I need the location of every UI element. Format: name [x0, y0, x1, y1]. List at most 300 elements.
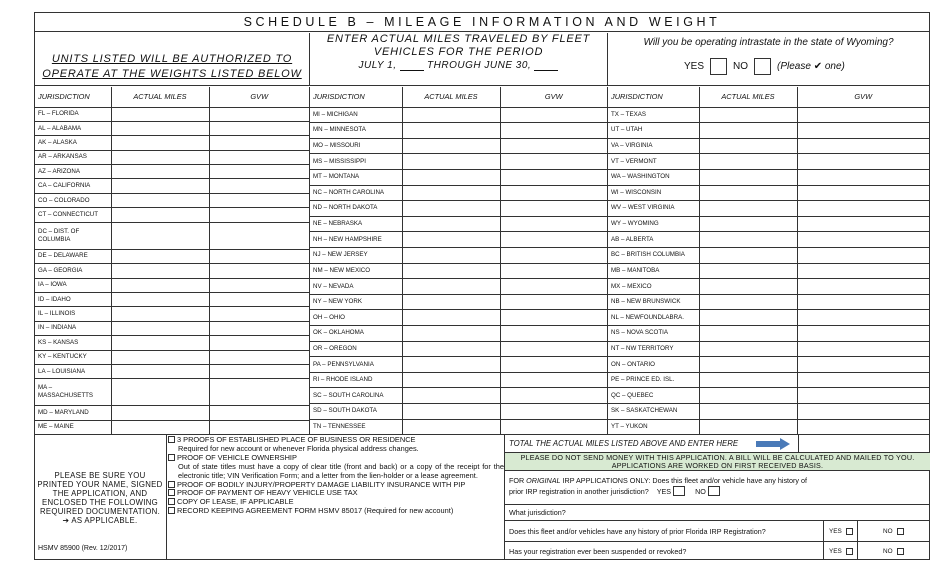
gvw-field[interactable]: [209, 336, 309, 350]
proof-business-label: 3 PROOFS OF ESTABLISHED PLACE OF BUSINESS OR RESIDENCE: [177, 435, 416, 444]
jurisdiction-name: IN – INDIANA: [35, 321, 111, 335]
gvw-field[interactable]: [209, 179, 309, 193]
jurisdiction-name: DC – DIST. OF COLUMBIA: [35, 222, 111, 249]
actual-miles-field[interactable]: [699, 326, 797, 342]
actual-miles-field[interactable]: [402, 169, 500, 185]
actual-miles-field[interactable]: [111, 208, 209, 222]
form-title: SCHEDULE B – MILEAGE INFORMATION AND WEIGHT: [35, 13, 929, 32]
jurisdiction-row: [608, 294, 929, 310]
history-yes-checkbox[interactable]: [846, 528, 853, 535]
actual-miles-field[interactable]: [402, 388, 500, 404]
suspended-yes-checkbox[interactable]: [846, 548, 853, 555]
units-line2: OPERATE AT THE WEIGHTS LISTED BELOW: [42, 68, 302, 80]
gvw-field[interactable]: [797, 294, 929, 310]
gvw-field[interactable]: [797, 310, 929, 326]
gvw-field[interactable]: [797, 404, 929, 420]
jurisdiction-row: [310, 310, 607, 326]
gvw-field[interactable]: [209, 222, 309, 249]
jurisdiction-row: [608, 263, 929, 279]
jurisdiction-name: LA – LOUISIANA: [35, 364, 111, 378]
actual-miles-field[interactable]: [402, 263, 500, 279]
wyoming-header: [608, 33, 929, 86]
actual-miles-field[interactable]: [111, 150, 209, 164]
no-money-notice: PLEASE DO NOT SEND MONEY WITH THIS APPLICATION. A BILL WILL BE CALCULATED AND MAILED TO YOU. APPLICATIONS ARE WORKED ON FIRST RECEIVED BASIS.: [505, 453, 930, 471]
gvw-field[interactable]: [797, 247, 929, 263]
gvw-field[interactable]: [500, 419, 607, 434]
jurisdiction-name: MX – MEXICO: [608, 279, 699, 295]
jurisdiction-name: NE – NEBRASKA: [310, 216, 402, 232]
please-one-note: (Please ✔ one): [777, 60, 845, 72]
jurisdiction-row: [310, 107, 607, 123]
gvw-field[interactable]: [797, 216, 929, 232]
bottom-section: [35, 434, 929, 559]
jurisdiction-row: [310, 419, 607, 434]
jurisdiction-row: [310, 123, 607, 139]
actual-miles-field[interactable]: [111, 249, 209, 263]
gvw-field[interactable]: [500, 357, 607, 373]
history-no-label: NO: [883, 527, 893, 535]
jurisdiction-row: [310, 185, 607, 201]
gvw-field[interactable]: [797, 263, 929, 279]
period-dates: [310, 60, 607, 71]
actual-miles-field[interactable]: [699, 341, 797, 357]
period-header: [310, 33, 608, 86]
gvw-field[interactable]: [500, 404, 607, 420]
actual-miles-field[interactable]: [699, 201, 797, 217]
jurisdiction-row: [35, 107, 309, 121]
actual-miles-field[interactable]: [699, 247, 797, 263]
actual-miles-field[interactable]: [699, 138, 797, 154]
actual-miles-field[interactable]: [402, 419, 500, 434]
jurisdiction-name: WY – WYOMING: [608, 216, 699, 232]
wyoming-no-checkbox[interactable]: [754, 58, 771, 75]
jurisdiction-row: [310, 372, 607, 388]
actual-miles-field[interactable]: [402, 326, 500, 342]
orig-line2: prior IRP registration in another jurisdiction?: [509, 486, 649, 496]
jurisdiction-name: ON – ONTARIO: [608, 357, 699, 373]
jurisdiction-row: [608, 404, 929, 420]
jurisdiction-name: CO – COLORADO: [35, 193, 111, 207]
jurisdiction-row: [310, 216, 607, 232]
lease-copy-label: COPY OF LEASE, IF APPLICABLE: [177, 497, 294, 507]
actual-miles-field[interactable]: [699, 232, 797, 248]
actual-miles-field[interactable]: [699, 169, 797, 185]
gvw-field[interactable]: [500, 123, 607, 139]
gvw-field[interactable]: [209, 193, 309, 207]
jurisdiction-row: [35, 179, 309, 193]
gvw-field[interactable]: [500, 263, 607, 279]
actual-miles-field[interactable]: [402, 154, 500, 170]
jurisdiction-row: [608, 123, 929, 139]
gvw-field[interactable]: [209, 136, 309, 150]
jurisdiction-name: RI – RHODE ISLAND: [310, 372, 402, 388]
orig-yes-checkbox[interactable]: [673, 486, 685, 496]
what-jurisdiction-label: What jurisdiction?: [509, 508, 566, 517]
suspended-yes-label: YES: [829, 547, 842, 555]
jurisdiction-row: [35, 321, 309, 335]
jurisdiction-name: WA – WASHINGTON: [608, 169, 699, 185]
gvw-field[interactable]: [209, 321, 309, 335]
actual-miles-field[interactable]: [699, 310, 797, 326]
gvw-field[interactable]: [209, 278, 309, 292]
actual-miles-field[interactable]: [402, 232, 500, 248]
proof-insurance-label: PROOF OF BODILY INJURY/PROPERTY DAMAGE LIABILITY INSURANCE WITH PIP: [177, 479, 466, 489]
jurisdiction-row: [608, 279, 929, 295]
jurisdiction-row: [35, 379, 309, 406]
gvw-field[interactable]: [500, 201, 607, 217]
required-documents: [166, 435, 504, 560]
jurisdiction-row: [608, 169, 929, 185]
what-jurisdiction-row: [505, 505, 930, 521]
jurisdiction-row: [310, 294, 607, 310]
jurisdiction-row: [608, 232, 929, 248]
jurisdiction-row: [310, 247, 607, 263]
jurisdiction-name: NH – NEW HAMPSHIRE: [310, 232, 402, 248]
period-through: THROUGH JUNE 30,: [423, 60, 535, 71]
jurisdiction-row: [35, 136, 309, 150]
jurisdiction-row: [310, 138, 607, 154]
jurisdiction-row: [35, 307, 309, 321]
jurisdiction-name: UT – UTAH: [608, 123, 699, 139]
jurisdiction-name: MN – MINNESOTA: [310, 123, 402, 139]
gvw-field[interactable]: [797, 185, 929, 201]
suspended-no-label: NO: [883, 547, 893, 555]
jurisdiction-name: ID – IDAHO: [35, 292, 111, 306]
actual-miles-header: ACTUAL MILES: [402, 87, 500, 107]
actual-miles-field[interactable]: [699, 294, 797, 310]
jurisdiction-name: SC – SOUTH CAROLINA: [310, 388, 402, 404]
proof-business-checkbox[interactable]: [168, 436, 175, 443]
gvw-field[interactable]: [797, 372, 929, 388]
jurisdiction-name: NS – NOVA SCOTIA: [608, 326, 699, 342]
jurisdiction-row: [310, 404, 607, 420]
jurisdiction-name: AK – ALASKA: [35, 136, 111, 150]
gvw-field[interactable]: [500, 310, 607, 326]
start-year-field[interactable]: [400, 61, 424, 71]
actual-miles-field[interactable]: [699, 279, 797, 295]
jurisdiction-row: [35, 292, 309, 306]
column-header-row: [608, 87, 929, 107]
gvw-field[interactable]: [209, 107, 309, 121]
gvw-field[interactable]: [500, 107, 607, 123]
column-header-row: [310, 87, 607, 107]
jurisdiction-name: PA – PENNSYLVANIA: [310, 357, 402, 373]
actual-miles-field[interactable]: [699, 154, 797, 170]
jurisdiction-row: [608, 388, 929, 404]
lease-copy-checkbox[interactable]: [168, 498, 175, 505]
proof-ownership-label: PROOF OF VEHICLE OWNERSHIP: [177, 452, 297, 462]
gvw-field[interactable]: [209, 121, 309, 135]
proof-tax-label: PROOF OF PAYMENT OF HEAVY VEHICLE USE TAX: [177, 488, 358, 498]
jurisdiction-section-3: [608, 87, 929, 434]
jurisdiction-row: [310, 201, 607, 217]
jurisdiction-name: CT – CONNECTICUT: [35, 208, 111, 222]
gvw-field[interactable]: [500, 185, 607, 201]
actual-miles-field[interactable]: [402, 201, 500, 217]
jurisdiction-name: FL – FLORIDA: [35, 107, 111, 121]
enter-line1: ENTER ACTUAL MILES TRAVELED BY FLEET: [326, 33, 591, 45]
period-july: JULY 1,: [358, 60, 400, 71]
gvw-field[interactable]: [500, 232, 607, 248]
jurisdiction-row: [35, 150, 309, 164]
gvw-field[interactable]: [209, 264, 309, 278]
gvw-field[interactable]: [500, 326, 607, 342]
jurisdiction-row: [608, 216, 929, 232]
actual-miles-field[interactable]: [402, 247, 500, 263]
jurisdiction-name: IA – IOWA: [35, 278, 111, 292]
actual-miles-field[interactable]: [699, 185, 797, 201]
jurisdiction-row: [35, 193, 309, 207]
actual-miles-field[interactable]: [699, 357, 797, 373]
actual-miles-field[interactable]: [699, 372, 797, 388]
column-header-row: [35, 87, 309, 107]
actual-miles-field[interactable]: [402, 279, 500, 295]
wyoming-yes-label: YES: [684, 60, 705, 72]
gvw-field[interactable]: [797, 123, 929, 139]
gvw-field[interactable]: [500, 388, 607, 404]
gvw-field[interactable]: [797, 169, 929, 185]
actual-miles-field[interactable]: [111, 321, 209, 335]
actual-miles-field[interactable]: [111, 107, 209, 121]
jurisdiction-name: AZ – ARIZONA: [35, 165, 111, 179]
jurisdiction-row: [310, 341, 607, 357]
jurisdiction-name: NB – NEW BRUNSWICK: [608, 294, 699, 310]
actual-miles-field[interactable]: [699, 263, 797, 279]
jurisdiction-section-1: [35, 87, 310, 434]
jurisdiction-row: [608, 154, 929, 170]
gvw-field[interactable]: [500, 216, 607, 232]
gvw-field[interactable]: [797, 388, 929, 404]
orig-word: ORIGINAL: [526, 476, 561, 485]
gvw-field[interactable]: [209, 350, 309, 364]
jurisdiction-header: JURISDICTION: [310, 87, 402, 107]
history-yes-label: YES: [829, 527, 842, 535]
jurisdiction-name: NC – NORTH CAROLINA: [310, 185, 402, 201]
actual-miles-field[interactable]: [111, 350, 209, 364]
gvw-field[interactable]: [797, 232, 929, 248]
gvw-field[interactable]: [797, 326, 929, 342]
suspended-label: Has your registration ever been suspended or revoked?: [509, 546, 687, 556]
jurisdiction-name: YT – YUKON: [608, 419, 699, 434]
jurisdiction-name: VA – VIRGINIA: [608, 138, 699, 154]
jurisdiction-name: MA – MASSACHUSETTS: [35, 379, 111, 406]
actual-miles-field[interactable]: [111, 121, 209, 135]
gvw-field[interactable]: [797, 201, 929, 217]
gvw-field[interactable]: [500, 247, 607, 263]
gvw-field[interactable]: [797, 341, 929, 357]
gvw-field[interactable]: [500, 279, 607, 295]
actual-miles-field[interactable]: [111, 406, 209, 420]
total-miles-field[interactable]: [798, 435, 930, 453]
orig-yes-label: YES: [656, 486, 672, 496]
gvw-field[interactable]: [209, 208, 309, 222]
original-irp-row: [505, 471, 930, 505]
jurisdiction-name: WI – WISCONSIN: [608, 185, 699, 201]
jurisdiction-row: [35, 264, 309, 278]
gvw-field[interactable]: [797, 107, 929, 123]
jurisdiction-name: DE – DELAWARE: [35, 249, 111, 263]
florida-history-label: Does this fleet and/or vehicles have any history of prior Florida IRP Registration?: [509, 526, 766, 536]
jurisdiction-name: TX – TEXAS: [608, 107, 699, 123]
history-no-checkbox[interactable]: [897, 528, 904, 535]
jurisdiction-row: [608, 247, 929, 263]
gvw-field[interactable]: [500, 294, 607, 310]
actual-miles-field[interactable]: [111, 179, 209, 193]
proof-tax-checkbox[interactable]: [168, 489, 175, 496]
actual-miles-field[interactable]: [111, 420, 209, 434]
gvw-field[interactable]: [209, 406, 309, 420]
jurisdiction-name: NT – NW TERRITORY: [608, 341, 699, 357]
form-number: HSMV 85900 (Rev. 12/2017): [38, 545, 128, 552]
units-header: [35, 33, 310, 86]
florida-history-row: [505, 521, 930, 542]
jurisdiction-row: [310, 154, 607, 170]
actual-miles-field[interactable]: [111, 292, 209, 306]
jurisdiction-row: [35, 121, 309, 135]
jurisdiction-name: NL – NEWFOUNDLABRA.: [608, 310, 699, 326]
end-year-field[interactable]: [534, 61, 558, 71]
suspended-row: [505, 542, 930, 560]
actual-miles-field[interactable]: [402, 310, 500, 326]
arrow-right-icon: [756, 438, 792, 450]
gvw-field[interactable]: [500, 372, 607, 388]
gvw-field[interactable]: [209, 292, 309, 306]
proof-ownership-checkbox[interactable]: [168, 454, 175, 461]
jurisdiction-row: [35, 208, 309, 222]
gvw-field[interactable]: [797, 154, 929, 170]
jurisdiction-name: NY – NEW YORK: [310, 294, 402, 310]
gvw-field[interactable]: [209, 379, 309, 406]
actual-miles-field[interactable]: [111, 278, 209, 292]
jurisdiction-name: NJ – NEW JERSEY: [310, 247, 402, 263]
actual-miles-field[interactable]: [111, 336, 209, 350]
jurisdiction-name: WV – WEST VIRGINIA: [608, 201, 699, 217]
jurisdiction-name: KS – KANSAS: [35, 336, 111, 350]
actual-miles-field[interactable]: [111, 307, 209, 321]
gvw-field[interactable]: [209, 165, 309, 179]
jurisdiction-row: [35, 420, 309, 434]
jurisdiction-name: MT – MONTANA: [310, 169, 402, 185]
actual-miles-header: ACTUAL MILES: [699, 87, 797, 107]
gvw-field[interactable]: [797, 279, 929, 295]
actual-miles-field[interactable]: [402, 404, 500, 420]
jurisdiction-row: [608, 185, 929, 201]
gvw-field[interactable]: [209, 364, 309, 378]
actual-miles-field[interactable]: [111, 222, 209, 249]
jurisdiction-name: SD – SOUTH DAKOTA: [310, 404, 402, 420]
actual-miles-field[interactable]: [402, 107, 500, 123]
actual-miles-field[interactable]: [699, 388, 797, 404]
jurisdiction-row: [35, 222, 309, 249]
jurisdiction-name: TN – TENNESSEE: [310, 419, 402, 434]
actual-miles-field[interactable]: [111, 264, 209, 278]
total-miles-row: [505, 435, 930, 453]
jurisdiction-name: OR – OREGON: [310, 341, 402, 357]
actual-miles-field[interactable]: [699, 419, 797, 434]
actual-miles-field[interactable]: [111, 165, 209, 179]
jurisdiction-name: MO – MISSOURI: [310, 138, 402, 154]
actual-miles-field[interactable]: [111, 364, 209, 378]
jurisdiction-row: [608, 357, 929, 373]
jurisdiction-name: BC – BRITISH COLUMBIA: [608, 247, 699, 263]
jurisdiction-name: PE – PRINCE ED. ISL.: [608, 372, 699, 388]
wyoming-yes-checkbox[interactable]: [710, 58, 727, 75]
summary-panel: [504, 435, 929, 560]
gvw-field[interactable]: [500, 138, 607, 154]
actual-miles-field[interactable]: [402, 294, 500, 310]
actual-miles-field[interactable]: [402, 138, 500, 154]
jurisdiction-row: [608, 310, 929, 326]
gvw-field[interactable]: [797, 419, 929, 434]
total-miles-label: TOTAL THE ACTUAL MILES LISTED ABOVE AND ENTER HERE: [509, 439, 739, 448]
jurisdiction-name: MB – MANITOBA: [608, 263, 699, 279]
proof-insurance-checkbox[interactable]: [168, 481, 175, 488]
jurisdiction-name: MD – MARYLAND: [35, 406, 111, 420]
actual-miles-field[interactable]: [699, 107, 797, 123]
actual-miles-field[interactable]: [699, 216, 797, 232]
proof-ownership-note: Out of state titles must have a copy of clear title (front and back) or a copy of the receipt for the electronic title; VIN Verification Form; and a letter from the lien-holder or a lease agreement.: [178, 461, 504, 480]
actual-miles-field[interactable]: [402, 341, 500, 357]
gvw-field[interactable]: [500, 154, 607, 170]
actual-miles-field[interactable]: [402, 185, 500, 201]
jurisdiction-section-2: [310, 87, 608, 434]
jurisdiction-row: [310, 232, 607, 248]
gvw-field[interactable]: [500, 341, 607, 357]
jurisdiction-name: IL – ILLINOIS: [35, 307, 111, 321]
jurisdiction-name: OH – OHIO: [310, 310, 402, 326]
actual-miles-field[interactable]: [402, 216, 500, 232]
actual-miles-field[interactable]: [699, 404, 797, 420]
record-keeping-checkbox[interactable]: [168, 507, 175, 514]
jurisdiction-name: SK – SASKATCHEWAN: [608, 404, 699, 420]
gvw-field[interactable]: [209, 150, 309, 164]
jurisdiction-row: [310, 263, 607, 279]
jurisdiction-row: [35, 350, 309, 364]
jurisdiction-name: NV – NEVADA: [310, 279, 402, 295]
jurisdiction-name: MI – MICHIGAN: [310, 107, 402, 123]
gvw-field[interactable]: [797, 357, 929, 373]
jurisdiction-name: ND – NORTH DAKOTA: [310, 201, 402, 217]
schedule-b-form: [34, 12, 930, 560]
actual-miles-field[interactable]: [699, 123, 797, 139]
actual-miles-field[interactable]: [402, 372, 500, 388]
gvw-header: GVW: [500, 87, 607, 107]
gvw-field[interactable]: [500, 169, 607, 185]
jurisdiction-name: OK – OKLAHOMA: [310, 326, 402, 342]
actual-miles-field[interactable]: [402, 357, 500, 373]
jurisdiction-name: AR – ARKANSAS: [35, 150, 111, 164]
enter-line2: VEHICLES FOR THE PERIOD: [373, 46, 544, 58]
orig-rest: IRP APPLICATIONS ONLY: Does this fleet and/or vehicle have any history of: [560, 476, 808, 485]
gvw-header: GVW: [797, 87, 929, 107]
units-line1: UNITS LISTED WILL BE AUTHORIZED TO: [51, 53, 293, 65]
actual-miles-field[interactable]: [111, 379, 209, 406]
gvw-field[interactable]: [209, 249, 309, 263]
jurisdiction-name: AL – ALABAMA: [35, 121, 111, 135]
actual-miles-field[interactable]: [111, 136, 209, 150]
gvw-field[interactable]: [209, 307, 309, 321]
gvw-field[interactable]: [209, 420, 309, 434]
jurisdiction-row: [310, 169, 607, 185]
jurisdiction-row: [35, 406, 309, 420]
gvw-header: GVW: [209, 87, 309, 107]
gvw-field[interactable]: [797, 138, 929, 154]
orig-no-checkbox[interactable]: [708, 486, 720, 496]
jurisdiction-name: GA – GEORGIA: [35, 264, 111, 278]
actual-miles-field[interactable]: [402, 123, 500, 139]
suspended-no-checkbox[interactable]: [897, 548, 904, 555]
actual-miles-field[interactable]: [111, 193, 209, 207]
